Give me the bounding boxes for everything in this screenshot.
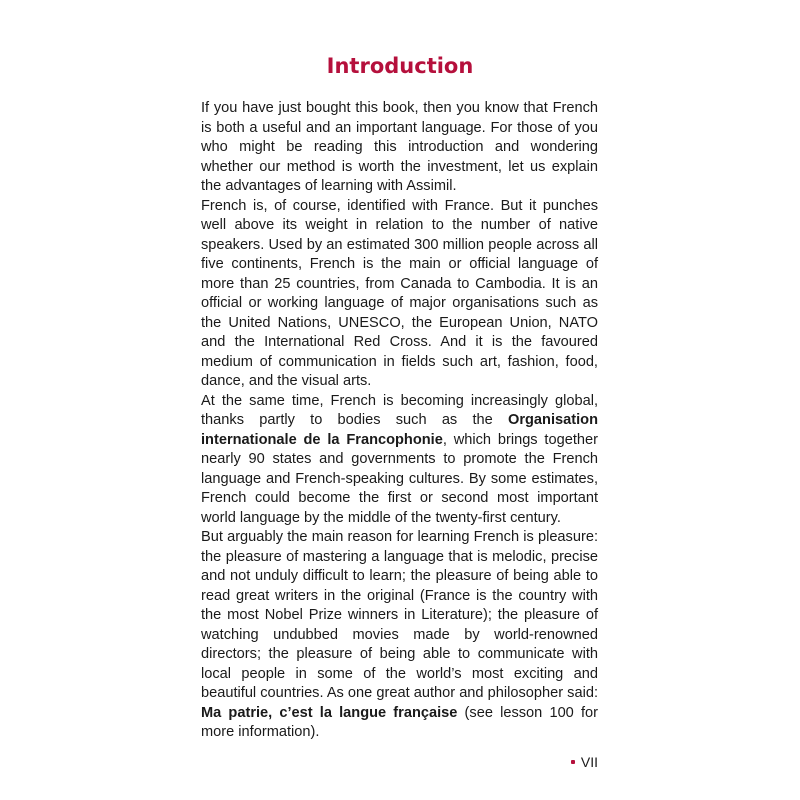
body-text — [201, 99, 598, 743]
page-title: Introduction — [326, 54, 474, 78]
bullet-icon — [571, 760, 575, 764]
bold-quote: Ma patrie, c’est la langue française — [201, 704, 458, 721]
text-segment: , which brings together nearly 90 states and governments to promote the French language and French-speaking cultures. By some estimates, French could become the first or second most important world language by the middle of the twenty-first century. — [201, 431, 598, 526]
text-segment: At the same time, French is becoming increasingly global, thanks partly to bodies such as the — [201, 392, 598, 428]
paragraph — [201, 528, 598, 743]
text-segment: But arguably the main reason for learning French is pleasure: the pleasure of mastering a language that is melodic, precise and not unduly difficult to learn; the pleasure of being able to read great writers in the original (France is the country with the most Nobel Prize winners in Literature); the pleasure of watching undubbed movies made by world-renowned directors; the pleasure of being able to communicate with local people in some of the world’s most exciting and beautiful countries. As one great author and philosopher said: — [201, 529, 598, 701]
page-footer — [571, 754, 598, 770]
paragraph — [201, 392, 598, 529]
bold-term: Organisation internationale de la Francophonie — [201, 412, 598, 448]
text-segment: French is, of course, identified with France. But it punches well above its weight in relation to the number of native speakers. Used by an estimated 300 million people across all five continents, French is the main or official language of more than 25 countries, from Canada to Cambodia. It is an official or working language of major organisations such as the United Nations, UNESCO, the European Union, NATO and the International Red Cross. And it is the favoured medium of communication in fields such art, fashion, food, dance, and the visual arts. — [201, 197, 598, 389]
text-segment: (see lesson 100 for more information). — [201, 704, 598, 740]
paragraph — [201, 99, 598, 197]
paragraph — [201, 197, 598, 392]
page-number: VII — [580, 754, 598, 770]
text-segment: If you have just bought this book, then you know that French is both a useful and an important language. For those of you who might be reading this introduction and wondering whether our method is worth the investment, let us explain the advantages of learning with Assimil. — [201, 100, 598, 194]
